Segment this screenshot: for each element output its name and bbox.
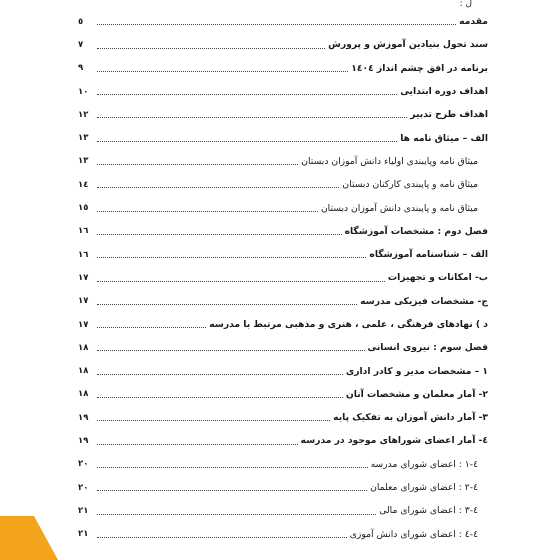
- toc-entry-title: ١ – مشخصات مدیر و کادر اداری: [345, 365, 488, 377]
- toc-page-number: ١٧: [78, 319, 89, 330]
- toc-entry-title: ج- مشخصات فیزیکی مدرسه: [360, 295, 488, 307]
- toc-entry-title: ٤-٣ : اعضای شورای مالی: [379, 505, 478, 517]
- toc-page-number: ٧: [78, 39, 84, 50]
- toc-entry-title: ٤-١ : اعضای شورای مدرسه: [370, 458, 478, 470]
- toc-page-number: ١٦: [78, 249, 89, 260]
- toc-page-number: ٢١: [78, 505, 89, 516]
- toc-page-number: ١٣: [78, 156, 89, 167]
- toc-entry-title: ٢- آمار معلمان و مشخصات آنان: [345, 388, 488, 400]
- toc-page-number: ١٩: [78, 435, 89, 446]
- toc-entry-title: فصل سوم : نیروی انسانی: [367, 342, 488, 354]
- toc-page-number: ١٨: [78, 389, 89, 400]
- toc-entry-title: فصل دوم : مشخصات آموزشگاه: [344, 225, 488, 237]
- toc-page-number: ١٦: [78, 226, 89, 237]
- toc-entry-title: ٣- آمار دانش آموزان به تفکیک پایه: [333, 412, 488, 424]
- toc-page-number: ٢١: [78, 529, 89, 540]
- toc-page-number: ١٨: [78, 366, 89, 377]
- toc-page-number: ٩: [78, 63, 84, 74]
- toc-page-number: ١٨: [78, 342, 89, 353]
- toc-entry-title: اهداف طرح تدبیر: [410, 109, 488, 121]
- toc-entry-title: ب- امکانات و تجهیزات: [387, 272, 488, 284]
- toc-page-number: ١٧: [78, 272, 89, 283]
- toc-page-number: ١٤: [78, 179, 89, 190]
- toc-entry-title: الف – میثاق نامه ها: [400, 132, 488, 144]
- toc-page-number: ١٧: [78, 296, 89, 307]
- toc-entry-title: ٤-٤ : اعضای شورای دانش آموزی: [349, 528, 478, 540]
- toc-entry-title: الف – شناسنامه آموزشگاه: [369, 249, 488, 261]
- toc-entry-title: مقدمه: [459, 16, 488, 28]
- toc-entry-title: میثاق نامه وپایبندی اولیاء دانش آموزان دبستان: [301, 155, 478, 167]
- toc-page-number: ٥: [78, 16, 84, 27]
- page-top-mark: ل :: [459, 0, 472, 9]
- toc-page-number: ١٢: [78, 109, 89, 120]
- toc-entry-title: سند تحول بنیادین آموزش و پرورش: [328, 39, 488, 51]
- toc-page-number: ١٥: [78, 203, 89, 214]
- toc-entry-title: میثاق نامه و پایبندی دانش آموزان دبستان: [320, 202, 478, 214]
- toc-page-number: ١٩: [78, 412, 89, 423]
- toc-page-number: ١٠: [78, 86, 89, 97]
- toc-page-number: ٢٠: [78, 482, 89, 493]
- toc-entry-title: برنامه در افق چشم انداز ١٤٠٤: [351, 62, 488, 74]
- toc-entry-title: میثاق نامه و پایبندی کارکنان دبستان: [342, 179, 478, 191]
- toc-entry-title: اهداف دوره ابتدایی: [400, 86, 488, 98]
- toc-page-number: ٢٠: [78, 459, 89, 470]
- toc-entry-title: ٤-٢ : اعضای شورای معلمان: [370, 482, 478, 494]
- toc-entry-title: ٤- آمار اعضای شوراهای موجود در مدرسه: [300, 435, 488, 447]
- toc-entry-title: د ) نهادهای فرهنگی ، علمی ، هنری و مذهبی مرتبط با مدرسه: [209, 319, 488, 330]
- toc-page-number: ١٣: [78, 133, 89, 144]
